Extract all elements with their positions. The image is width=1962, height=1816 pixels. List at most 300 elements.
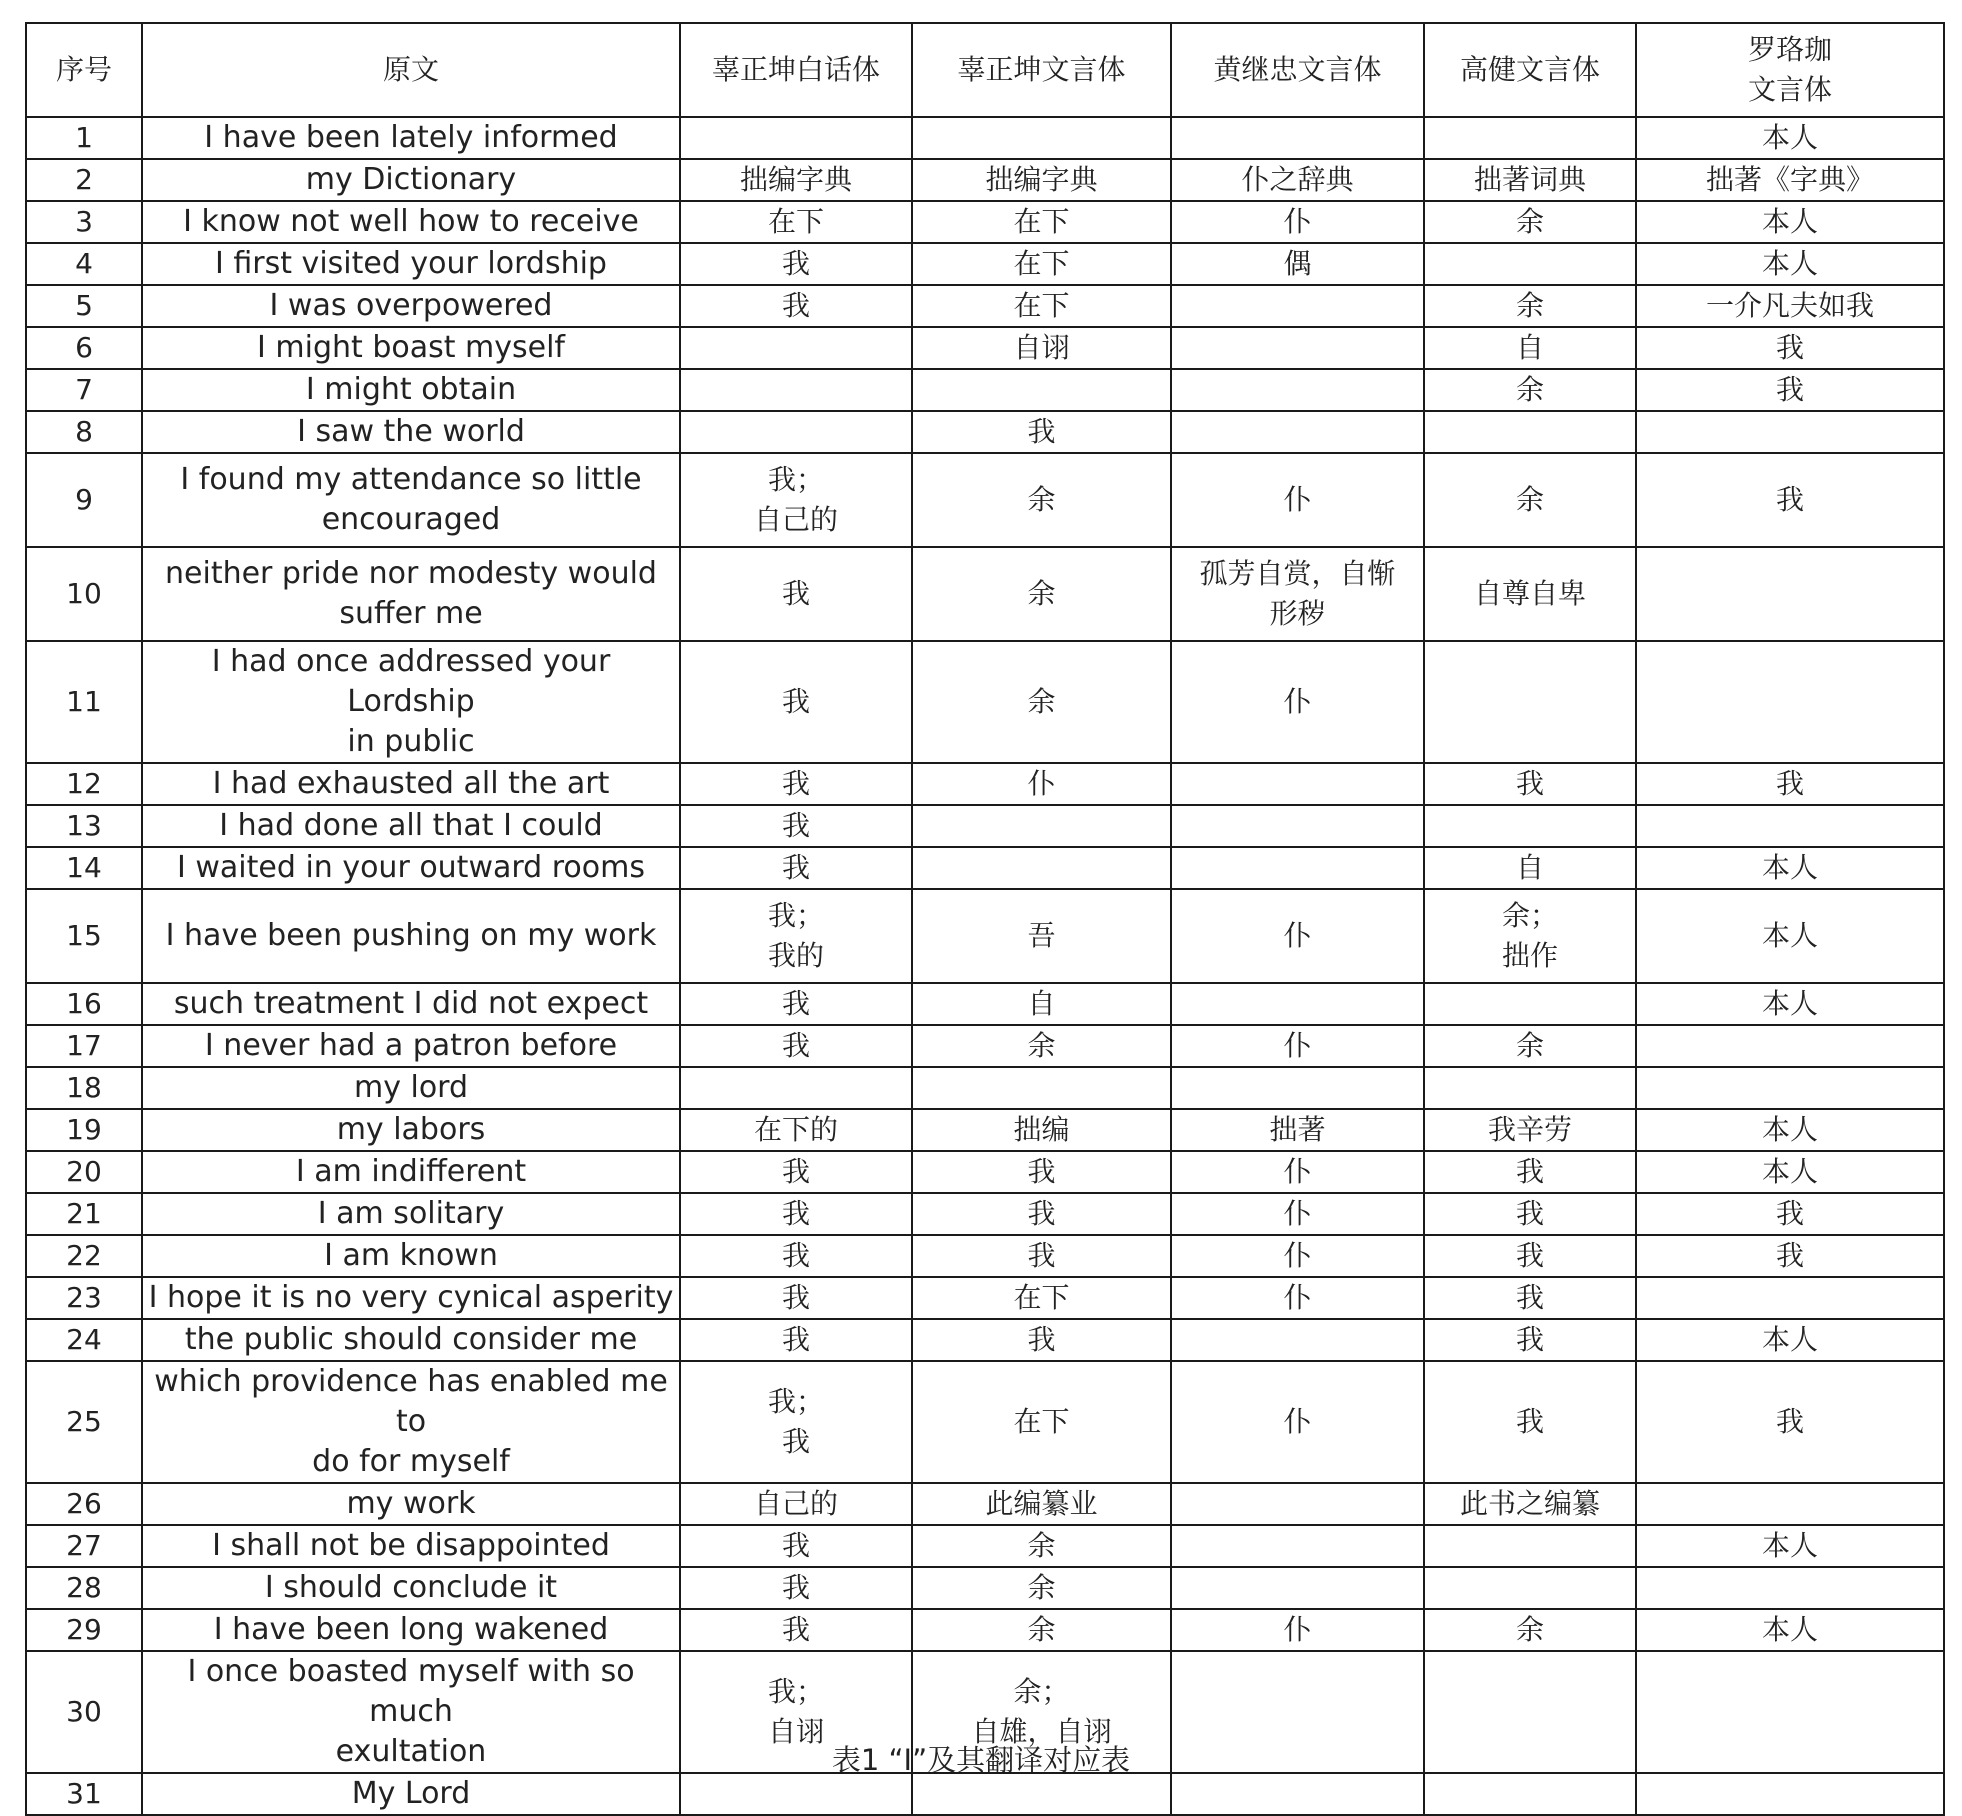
translation-text: 我	[1515, 1323, 1544, 1356]
translation-cell	[680, 1067, 912, 1109]
translation-cell	[1424, 453, 1636, 547]
source-text-cell	[142, 453, 680, 547]
translation-text: 我	[1775, 373, 1804, 406]
source-text-cell	[142, 201, 680, 243]
source-text-line: I might obtain	[305, 372, 517, 407]
source-text-line: I am known	[324, 1238, 498, 1273]
translation-text: 余	[1027, 1613, 1056, 1646]
source-text-cell	[142, 547, 680, 641]
translation-text: 我；	[767, 463, 824, 496]
source-text-cell	[142, 641, 680, 763]
translation-cell	[1636, 201, 1944, 243]
header-text: 黄继忠文言体	[1213, 53, 1382, 86]
translation-text: 余	[1515, 289, 1544, 322]
translation-cell	[912, 411, 1171, 453]
translation-cell	[912, 1567, 1171, 1609]
translation-cell	[912, 1235, 1171, 1277]
translation-cell	[1424, 201, 1636, 243]
translation-cell	[1636, 547, 1944, 641]
translation-cell	[912, 1361, 1171, 1483]
translation-text: 余	[1515, 1029, 1544, 1062]
row-number: 1	[26, 117, 142, 159]
translation-text: 我	[1515, 1405, 1544, 1438]
source-text-line: I have been lately informed	[204, 120, 618, 155]
source-text-line: in public	[347, 724, 475, 759]
translation-text: 本人	[1761, 1155, 1818, 1188]
table-row	[26, 1483, 1944, 1525]
translation-cell	[912, 1609, 1171, 1651]
source-text-cell	[142, 285, 680, 327]
translation-cell	[680, 889, 912, 983]
source-text-line: I should conclude it	[264, 1570, 558, 1605]
translation-text: 我	[781, 1197, 810, 1230]
translation-cell	[680, 1361, 912, 1483]
translation-cell	[912, 847, 1171, 889]
translation-cell	[1171, 847, 1424, 889]
translation-cell	[1171, 117, 1424, 159]
source-text-line: My Lord	[351, 1776, 471, 1811]
source-text-line: neither pride nor modesty would	[165, 556, 657, 591]
translation-cell	[912, 983, 1171, 1025]
translation-cell	[912, 369, 1171, 411]
translation-text: 孤芳自赏，自惭	[1199, 557, 1396, 590]
translation-cell	[1171, 369, 1424, 411]
translation-text: 我	[781, 1281, 810, 1314]
source-text-cell	[142, 1361, 680, 1483]
translation-cell	[912, 201, 1171, 243]
translation-text: 本人	[1761, 1113, 1818, 1146]
translation-text: 余	[1027, 685, 1056, 718]
row-number: 17	[26, 1025, 142, 1067]
translation-text: 拙编字典	[985, 163, 1098, 196]
translation-cell	[1636, 159, 1944, 201]
translation-text: 拙作	[1501, 939, 1558, 972]
translation-cell	[1424, 805, 1636, 847]
source-text-cell	[142, 1193, 680, 1235]
row-number: 25	[26, 1361, 142, 1483]
translation-cell	[1171, 1025, 1424, 1067]
row-number: 19	[26, 1109, 142, 1151]
translation-cell	[1424, 117, 1636, 159]
row-number: 21	[26, 1193, 142, 1235]
source-text-line: I am solitary	[317, 1196, 505, 1231]
source-text-line: my labors	[336, 1112, 486, 1147]
source-text-cell	[142, 159, 680, 201]
row-number: 3	[26, 201, 142, 243]
translation-cell	[680, 1567, 912, 1609]
translation-text: 此书之编纂	[1459, 1487, 1600, 1520]
column-header	[680, 23, 912, 117]
translation-cell	[1636, 285, 1944, 327]
translation-text: 我	[1515, 1239, 1544, 1272]
translation-cell	[1424, 369, 1636, 411]
source-text-line: my lord	[353, 1070, 469, 1105]
source-text-cell	[142, 1525, 680, 1567]
translation-text: 本人	[1761, 121, 1818, 154]
table-row	[26, 805, 1944, 847]
translation-table	[25, 22, 1945, 1816]
translation-text: 我	[1515, 1281, 1544, 1314]
table-row	[26, 547, 1944, 641]
translation-cell	[1171, 201, 1424, 243]
translation-cell	[1171, 1151, 1424, 1193]
translation-cell	[680, 983, 912, 1025]
source-text-cell	[142, 1235, 680, 1277]
translation-cell	[1636, 1109, 1944, 1151]
row-number: 12	[26, 763, 142, 805]
translation-text: 拙编字典	[739, 163, 852, 196]
translation-cell	[912, 453, 1171, 547]
translation-text: 我	[781, 1029, 810, 1062]
translation-cell	[1171, 547, 1424, 641]
translation-text: 我	[1027, 1155, 1056, 1188]
row-number: 18	[26, 1067, 142, 1109]
translation-text: 余	[1515, 1613, 1544, 1646]
table-row	[26, 1067, 1944, 1109]
source-text-line: I had exhausted all the art	[212, 766, 610, 801]
table-row	[26, 243, 1944, 285]
translation-text: 我	[1515, 1197, 1544, 1230]
table-row	[26, 641, 1944, 763]
translation-cell	[1424, 847, 1636, 889]
translation-text: 我	[1027, 1323, 1056, 1356]
translation-cell	[1636, 1277, 1944, 1319]
translation-text: 余；	[1013, 1675, 1070, 1708]
source-text-line: such treatment I did not expect	[173, 986, 649, 1021]
source-text-line: I first visited your lordship	[215, 246, 607, 281]
source-text-line: my work	[346, 1486, 476, 1521]
source-text-line: my Dictionary	[305, 162, 517, 197]
translation-cell	[680, 1609, 912, 1651]
translation-cell	[1171, 805, 1424, 847]
translation-cell	[1636, 1319, 1944, 1361]
source-text-cell	[142, 411, 680, 453]
table-row	[26, 411, 1944, 453]
translation-text: 我	[1027, 415, 1056, 448]
translation-text: 仆	[1283, 1613, 1312, 1646]
translation-text: 本人	[1761, 987, 1818, 1020]
translation-text: 我	[781, 1323, 810, 1356]
translation-cell	[680, 117, 912, 159]
translation-cell	[912, 805, 1171, 847]
row-number: 20	[26, 1151, 142, 1193]
translation-cell	[912, 159, 1171, 201]
translation-text: 形秽	[1269, 597, 1326, 630]
translation-text: 本人	[1761, 851, 1818, 884]
table-row	[26, 1277, 1944, 1319]
translation-cell	[680, 285, 912, 327]
translation-text: 我	[1515, 1155, 1544, 1188]
header-text: 高健文言体	[1459, 53, 1600, 86]
row-number: 24	[26, 1319, 142, 1361]
translation-cell	[680, 201, 912, 243]
table-row	[26, 889, 1944, 983]
translation-text: 我	[781, 851, 810, 884]
translation-cell	[1424, 1277, 1636, 1319]
translation-cell	[912, 1525, 1171, 1567]
translation-cell	[680, 1193, 912, 1235]
source-text-line: suffer me	[339, 596, 483, 631]
translation-text: 仆	[1283, 1281, 1312, 1314]
header-text: 辜正坤文言体	[957, 53, 1126, 86]
source-text-line: I know not well how to receive	[183, 204, 639, 239]
translation-cell	[1636, 889, 1944, 983]
translation-text: 我	[781, 685, 810, 718]
translation-cell	[1636, 983, 1944, 1025]
translation-cell	[680, 1319, 912, 1361]
translation-cell	[1171, 1567, 1424, 1609]
column-header	[912, 23, 1171, 117]
table-row	[26, 285, 1944, 327]
row-number: 7	[26, 369, 142, 411]
translation-cell	[1636, 1609, 1944, 1651]
translation-cell	[912, 641, 1171, 763]
translation-text: 余	[1027, 1571, 1056, 1604]
translation-cell	[680, 453, 912, 547]
source-text-cell	[142, 1609, 680, 1651]
translation-text: 我	[781, 1529, 810, 1562]
translation-text: 我	[781, 1571, 810, 1604]
translation-cell	[1171, 1193, 1424, 1235]
translation-cell	[1636, 1361, 1944, 1483]
column-header	[1171, 23, 1424, 117]
table-row	[26, 1609, 1944, 1651]
translation-cell	[912, 1277, 1171, 1319]
table-row	[26, 1151, 1944, 1193]
translation-cell	[1424, 763, 1636, 805]
translation-text: 拙著	[1269, 1113, 1326, 1146]
translation-cell	[1636, 641, 1944, 763]
column-header	[1636, 23, 1944, 117]
translation-cell	[1636, 1235, 1944, 1277]
translation-cell	[912, 1025, 1171, 1067]
row-number: 14	[26, 847, 142, 889]
translation-text: 我	[781, 1155, 810, 1188]
translation-text: 在下	[1013, 1405, 1070, 1438]
source-text-line: do for myself	[312, 1444, 510, 1479]
table-row	[26, 763, 1944, 805]
table-row	[26, 1235, 1944, 1277]
translation-text: 我的	[767, 939, 824, 972]
translation-text: 拙编	[1013, 1113, 1070, 1146]
column-header	[26, 23, 142, 117]
translation-cell	[680, 847, 912, 889]
translation-cell	[912, 1151, 1171, 1193]
source-text-line: I had once addressed your Lordship	[211, 644, 611, 719]
translation-text: 我	[781, 1239, 810, 1272]
translation-cell	[1424, 1193, 1636, 1235]
table-row	[26, 847, 1944, 889]
translation-cell	[1171, 983, 1424, 1025]
source-text-line: which providence has enabled me to	[154, 1364, 668, 1439]
row-number: 16	[26, 983, 142, 1025]
translation-text: 仆	[1283, 205, 1312, 238]
translation-text: 我	[781, 809, 810, 842]
translation-text: 仆	[1283, 483, 1312, 516]
source-text-cell	[142, 805, 680, 847]
translation-text: 自诩	[767, 1715, 824, 1748]
translation-cell	[912, 1319, 1171, 1361]
translation-text: 我	[781, 987, 810, 1020]
source-text-line: I found my attendance so little	[180, 462, 642, 497]
translation-cell	[912, 285, 1171, 327]
translation-text: 我	[781, 289, 810, 322]
translation-cell	[912, 889, 1171, 983]
translation-cell	[912, 117, 1171, 159]
table-row	[26, 1525, 1944, 1567]
translation-cell	[680, 547, 912, 641]
translation-cell	[1636, 1067, 1944, 1109]
translation-text: 仆	[1283, 1239, 1312, 1272]
table-row	[26, 983, 1944, 1025]
translation-cell	[912, 243, 1171, 285]
translation-cell	[1636, 411, 1944, 453]
translation-cell	[1424, 1567, 1636, 1609]
translation-cell	[1171, 1277, 1424, 1319]
header-text: 罗珞珈	[1747, 33, 1832, 66]
translation-text: 仆	[1283, 1405, 1312, 1438]
source-text-line: I saw the world	[297, 414, 525, 449]
translation-cell	[1636, 453, 1944, 547]
translation-cell	[1171, 327, 1424, 369]
translation-text: 在下	[1013, 205, 1070, 238]
row-number: 4	[26, 243, 142, 285]
translation-text: 本人	[1761, 1529, 1818, 1562]
row-number: 23	[26, 1277, 142, 1319]
row-number: 26	[26, 1483, 142, 1525]
translation-cell	[680, 369, 912, 411]
row-number: 29	[26, 1609, 142, 1651]
translation-cell	[680, 1483, 912, 1525]
translation-cell	[1636, 1483, 1944, 1525]
translation-cell	[1171, 1483, 1424, 1525]
table-row	[26, 327, 1944, 369]
translation-text: 我	[1515, 767, 1544, 800]
translation-text: 吾	[1027, 919, 1056, 952]
translation-cell	[1171, 1361, 1424, 1483]
translation-text: 余	[1027, 1029, 1056, 1062]
translation-cell	[1424, 1361, 1636, 1483]
translation-cell	[1424, 411, 1636, 453]
source-text-line: I was overpowered	[269, 288, 553, 323]
translation-cell	[1171, 285, 1424, 327]
translation-cell	[1636, 1151, 1944, 1193]
header-text: 辜正坤白话体	[711, 53, 880, 86]
translation-text: 自尊自卑	[1473, 577, 1586, 610]
row-number: 15	[26, 889, 142, 983]
translation-text: 我；	[767, 1385, 824, 1418]
translation-cell	[1424, 159, 1636, 201]
header-text: 序号	[55, 53, 112, 86]
translation-text: 自己的	[753, 503, 838, 536]
translation-text: 自	[1515, 331, 1544, 364]
translation-cell	[1636, 327, 1944, 369]
translation-cell	[680, 1235, 912, 1277]
table-row	[26, 1319, 1944, 1361]
translation-cell	[912, 1067, 1171, 1109]
source-text-line: the public should consider me	[184, 1322, 638, 1357]
translation-text: 仆	[1283, 685, 1312, 718]
translation-text: 我辛劳	[1487, 1113, 1572, 1146]
source-text-line: I hope it is no very cynical asperity	[148, 1280, 674, 1315]
translation-cell	[1424, 1319, 1636, 1361]
translation-cell	[1424, 285, 1636, 327]
translation-cell	[1171, 1109, 1424, 1151]
translation-text: 我；	[767, 1675, 824, 1708]
translation-cell	[680, 805, 912, 847]
translation-cell	[1424, 1067, 1636, 1109]
translation-cell	[1171, 243, 1424, 285]
table-body	[26, 117, 1944, 1815]
translation-text: 在下	[1013, 289, 1070, 322]
translation-cell	[1171, 453, 1424, 547]
translation-text: 本人	[1761, 1323, 1818, 1356]
translation-text: 在下	[1013, 247, 1070, 280]
source-text-line: I am indifferent	[295, 1154, 527, 1189]
translation-text: 余	[1515, 373, 1544, 406]
translation-text: 我	[1775, 483, 1804, 516]
translation-text: 我	[1775, 767, 1804, 800]
translation-cell	[1636, 805, 1944, 847]
translation-cell	[912, 1193, 1171, 1235]
table-row	[26, 159, 1944, 201]
translation-cell	[680, 1151, 912, 1193]
header-text: 原文	[382, 53, 439, 86]
table-row	[26, 1193, 1944, 1235]
translation-text: 仆	[1283, 1029, 1312, 1062]
translation-cell	[1424, 1151, 1636, 1193]
translation-text: 余	[1027, 1529, 1056, 1562]
table-row	[26, 1361, 1944, 1483]
row-number: 13	[26, 805, 142, 847]
translation-text: 余	[1515, 483, 1544, 516]
translation-cell	[1171, 763, 1424, 805]
source-text-cell	[142, 1109, 680, 1151]
translation-text: 我	[1775, 331, 1804, 364]
translation-text: 仆	[1027, 767, 1056, 800]
translation-text: 仆	[1283, 919, 1312, 952]
translation-cell	[1171, 1235, 1424, 1277]
translation-cell	[1424, 983, 1636, 1025]
source-text-cell	[142, 243, 680, 285]
translation-cell	[680, 1025, 912, 1067]
translation-text: 我	[781, 577, 810, 610]
translation-text: 仆	[1283, 1155, 1312, 1188]
translation-cell	[680, 327, 912, 369]
translation-cell	[1636, 1567, 1944, 1609]
source-text-line: I have been pushing on my work	[165, 918, 657, 953]
row-number: 8	[26, 411, 142, 453]
translation-cell	[1636, 1525, 1944, 1567]
translation-text: 我	[1775, 1239, 1804, 1272]
table-row	[26, 1109, 1944, 1151]
table-row	[26, 453, 1944, 547]
translation-cell	[1636, 369, 1944, 411]
translation-cell	[912, 547, 1171, 641]
translation-cell	[1424, 1235, 1636, 1277]
row-number: 9	[26, 453, 142, 547]
translation-cell	[680, 1277, 912, 1319]
source-text-line: I had done all that I could	[219, 808, 603, 843]
row-number: 30	[26, 1651, 142, 1773]
header-text: 文言体	[1747, 73, 1832, 106]
translation-cell	[680, 641, 912, 763]
translation-cell	[1636, 1193, 1944, 1235]
source-text-cell	[142, 889, 680, 983]
translation-text: 我	[1775, 1405, 1804, 1438]
table-row	[26, 201, 1944, 243]
translation-cell	[1171, 1319, 1424, 1361]
